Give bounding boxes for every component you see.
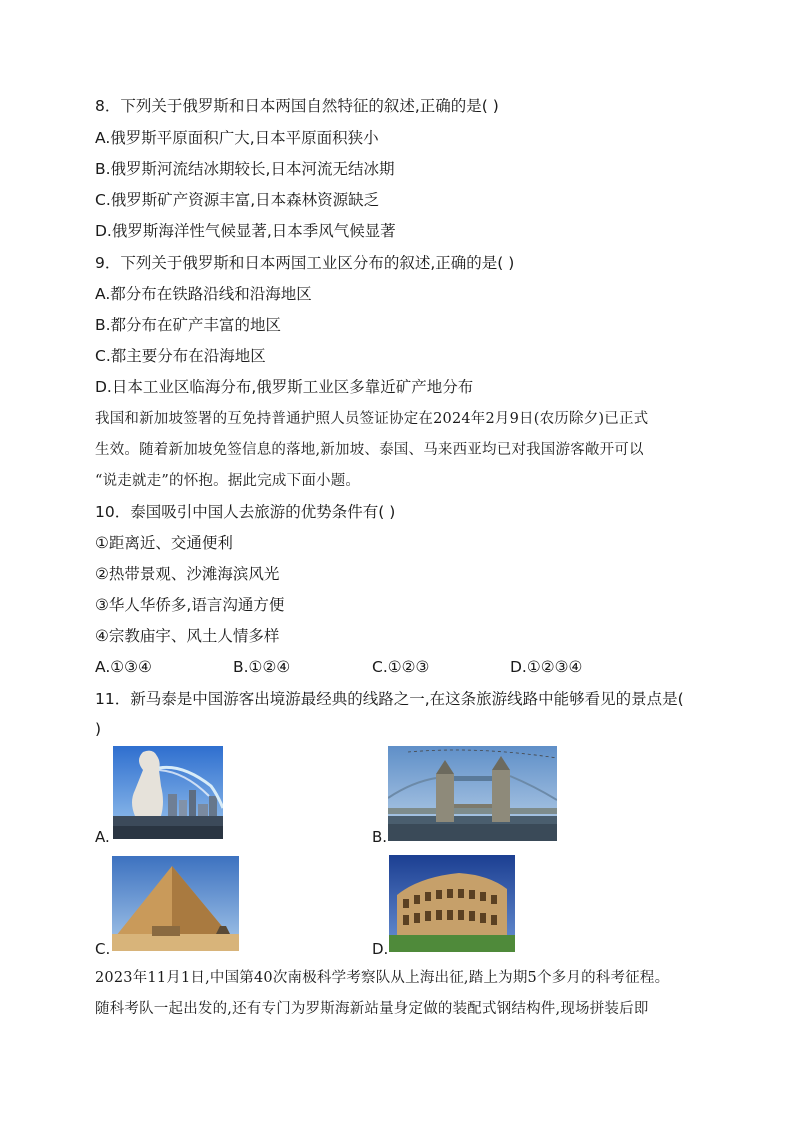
q11-label-b: B.	[372, 828, 388, 846]
q10-option-a: A.①③④	[95, 658, 152, 676]
merlion-photo	[113, 746, 223, 839]
passage1-line2: 生效。随着新加坡免签信息的落地,新加坡、泰国、马来西亚均已对我国游客敞开可以	[95, 442, 644, 458]
q10-item-4: ④宗教庙宇、风土人情多样	[95, 627, 280, 645]
q8-option-c: C.俄罗斯矿产资源丰富,日本森林资源缺乏	[95, 191, 380, 209]
q11-label-a: A.	[95, 828, 110, 846]
q10-option-b: B.①②④	[233, 658, 291, 676]
q10-item-3: ③华人华侨多,语言沟通方便	[95, 596, 285, 614]
passage2-line2: 随科考队一起出发的,还有专门为罗斯海新站量身定做的装配式钢结构件,现场拼装后即	[95, 1001, 649, 1017]
q8-stem: 8．下列关于俄罗斯和日本两国自然特征的叙述,正确的是( )	[95, 97, 499, 115]
q11-label-d: D.	[372, 940, 389, 958]
q10-stem: 10．泰国吸引中国人去旅游的优势条件有( )	[95, 503, 396, 521]
q8-option-b: B.俄罗斯河流结冰期较长,日本河流无结冰期	[95, 160, 395, 178]
q10-item-2: ②热带景观、沙滩海滨风光	[95, 565, 280, 583]
q9-option-a: A.都分布在铁路沿线和沿海地区	[95, 285, 312, 303]
q11-stem-line2: )	[95, 720, 102, 738]
q9-option-c: C.都主要分布在沿海地区	[95, 347, 266, 365]
tower-bridge-photo	[388, 746, 557, 841]
q9-option-b: B.都分布在矿产丰富的地区	[95, 316, 282, 334]
passage1-line3: “说走就走”的怀抱。据此完成下面小题。	[95, 473, 361, 489]
pyramid-photo	[112, 856, 239, 951]
q9-stem: 9．下列关于俄罗斯和日本两国工业区分布的叙述,正确的是( )	[95, 254, 515, 272]
q8-option-a: A.俄罗斯平原面积广大,日本平原面积狭小	[95, 129, 379, 147]
q10-option-d: D.①②③④	[510, 658, 583, 676]
colosseum-photo	[389, 855, 515, 952]
passage2-line1: 2023年11月1日,中国第40次南极科学考察队从上海出征,踏上为期5个多月的科考征程。	[95, 970, 670, 986]
q11-label-c: C.	[95, 940, 111, 958]
q10-item-1: ①距离近、交通便利	[95, 534, 233, 552]
q8-option-d: D.俄罗斯海洋性气候显著,日本季风气候显著	[95, 222, 396, 240]
q9-option-d: D.日本工业区临海分布,俄罗斯工业区多靠近矿产地分布	[95, 378, 474, 396]
q10-option-c: C.①②③	[372, 658, 430, 676]
passage1-line1: 我国和新加坡签署的互免持普通护照人员签证协定在2024年2月9日(农历除夕)已正式	[95, 411, 649, 427]
q11-stem-line1: 11．新马泰是中国游客出境游最经典的线路之一,在这条旅游线路中能够看见的景点是(	[95, 690, 684, 708]
